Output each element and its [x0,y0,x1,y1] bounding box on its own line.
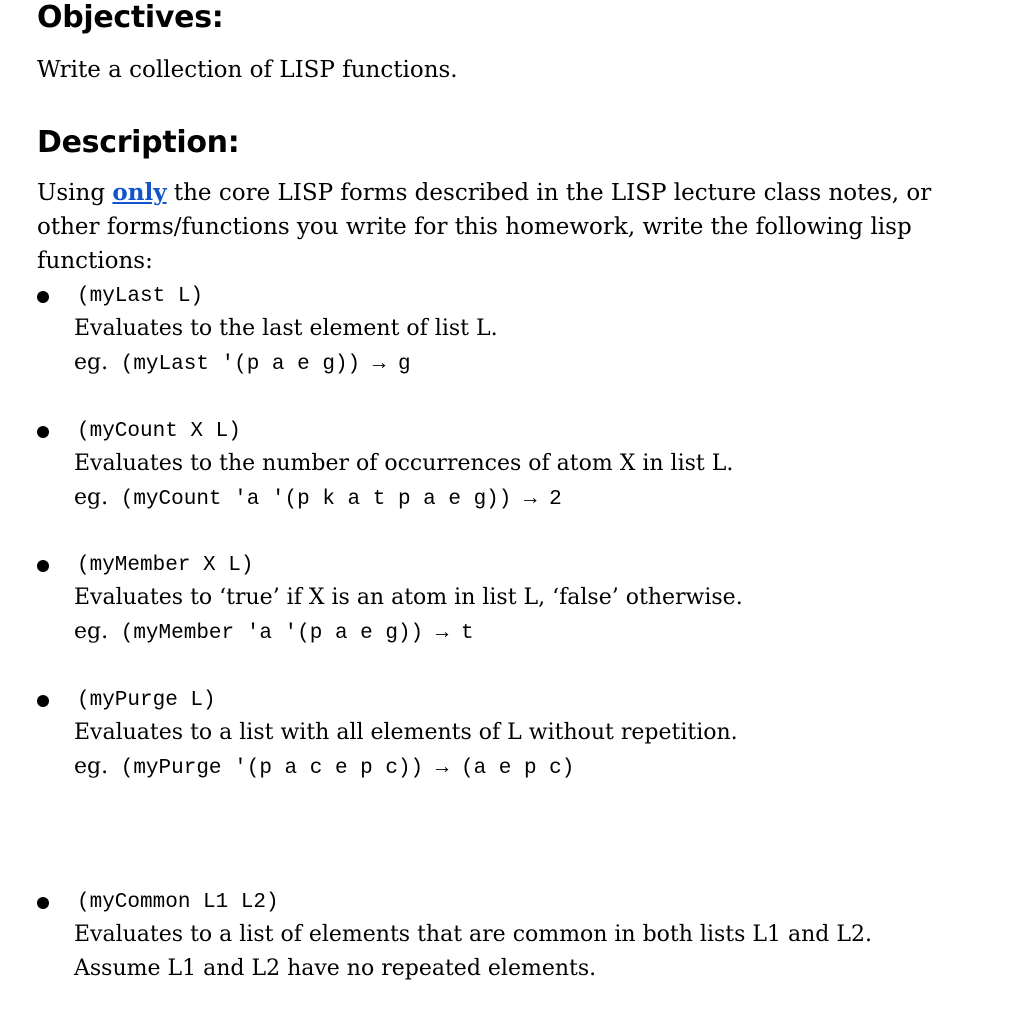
example-label: eg. [74,619,109,644]
bullet-icon [37,560,49,572]
description-text-after: the core LISP forms described in the LISP lecture class notes, or other forms/functions you write for this homework, write the following lisp functions: [37,180,932,274]
example-label: eg. [74,350,109,375]
example-code: (myCount 'a '(p k a t p a e g)) → 2 [108,488,562,511]
example-label: eg. [74,485,109,510]
function-description: Evaluates to the last element of list L. [74,316,498,341]
function-description-note: Assume L1 and L2 have no repeated elements. [74,956,597,981]
function-example [74,481,562,517]
function-signature: (myPurge L) [77,689,216,712]
function-example [74,346,411,382]
objectives-text: Write a collection of LISP functions. [37,57,458,83]
description-text [37,176,987,278]
example-code: (myPurge '(p a c e p c)) → (a e p c) [108,757,575,780]
function-signature: (myMember X L) [77,554,254,577]
function-signature: (myCount X L) [77,420,241,443]
function-signature: (myLast L) [77,285,204,308]
bullet-icon [37,695,49,707]
function-description: Evaluates to a list with all elements of L without repetition. [74,720,738,745]
description-text-before: Using [37,180,113,206]
example-code: (myMember 'a '(p a e g)) → t [108,622,474,645]
description-heading: Description: [37,125,240,160]
function-description: Evaluates to a list of elements that are common in both lists L1 and L2. [74,922,872,947]
bullet-icon [37,291,49,303]
only-link[interactable]: only [112,179,167,206]
function-example [74,615,474,651]
example-label: eg. [74,754,109,779]
bullet-icon [37,426,49,438]
function-description: Evaluates to the number of occurrences of atom X in list L. [74,451,734,476]
function-example [74,750,574,786]
bullet-icon [37,897,49,909]
function-description: Evaluates to ‘true’ if X is an atom in list L, ‘false’ otherwise. [74,585,743,610]
example-code: (myLast '(p a e g)) → g [108,353,411,376]
objectives-heading: Objectives: [37,0,224,35]
function-signature: (myCommon L1 L2) [77,891,279,914]
